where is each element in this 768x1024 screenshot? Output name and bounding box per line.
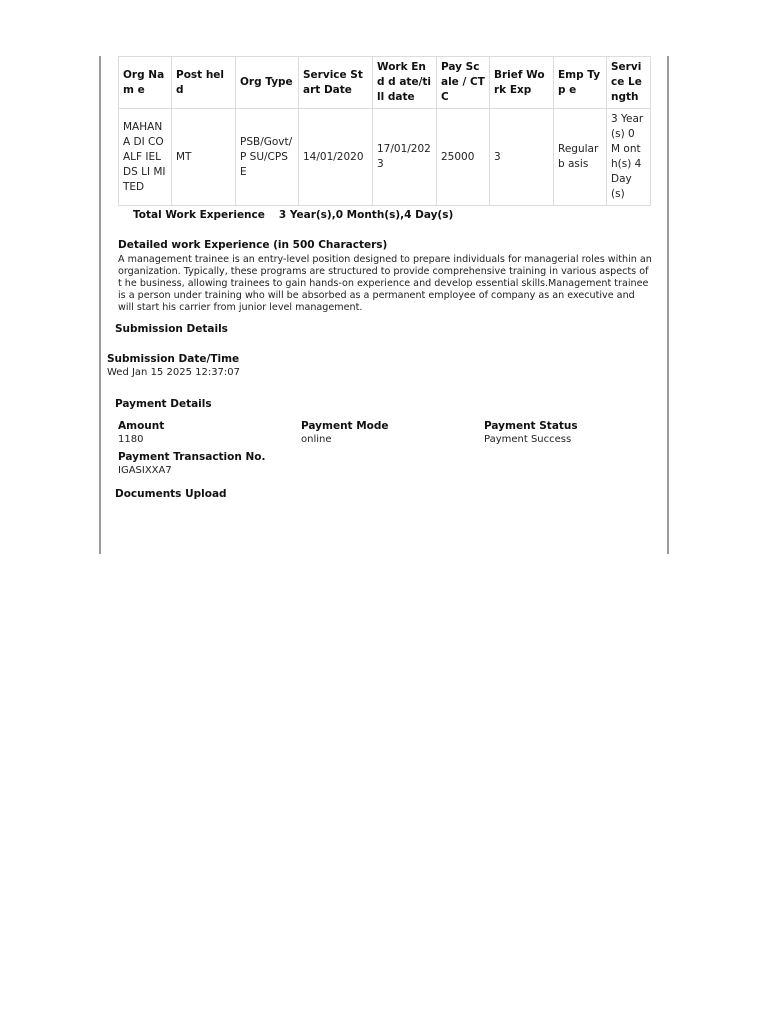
amount-label: Amount [118,420,165,432]
header-work-end-date: Work End d ate/till date [373,57,437,109]
table-row [119,109,651,206]
header-emp-type: Emp Typ e [554,57,607,109]
detailed-experience-text: A management trainee is an entry-level position designed to prepare individuals for managerial roles within an organization. Typically, these programs are structured to provide comprehensive training in various aspects of t he business, allowing trainees to gain hands-on experience and develop essential skills.Management trainee is a person under training who will be absorbed as a permanent employee of company as an executive and will start his carrier from junior level management. [118,254,652,313]
header-brief-work-exp: Brief Work Exp [490,57,554,109]
total-work-experience-label: Total Work Experience [133,209,265,221]
transaction-number-value: IGASIXXA7 [118,465,172,476]
cell-service-length: 3 Year (s) 0 M onth(s) 4 Day (s) [607,109,651,206]
submission-datetime-value: Wed Jan 15 2025 12:37:07 [107,367,241,378]
total-work-experience [133,209,453,221]
table-header-row [119,57,651,109]
payment-mode-value: online [301,434,332,445]
transaction-number-label: Payment Transaction No. [118,451,266,463]
payment-mode-label: Payment Mode [301,420,389,432]
header-org-type: Org Type [236,57,299,109]
cell-emp-type: Regular b asis [554,109,607,206]
payment-status-label: Payment Status [484,420,578,432]
cell-brief-work-exp: 3 [490,109,554,206]
header-service-start-date: Service Start Date [299,57,373,109]
payment-status-value: Payment Success [484,434,572,445]
cell-post-held: MT [172,109,236,206]
header-org-name: Org Nam e [119,57,172,109]
work-experience-table [118,56,651,206]
submission-details-heading: Submission Details [115,323,228,335]
header-post-held: Post held [172,57,236,109]
cell-service-start-date: 14/01/2020 [299,109,373,206]
amount-value: 1180 [118,434,144,445]
header-service-length: Service Length [607,57,651,109]
cell-work-end-date: 17/01/2023 [373,109,437,206]
cell-pay-scale: 25000 [437,109,490,206]
cell-org-name: MAHANA DI COALF IELDS LI MITED [119,109,172,206]
documents-upload-heading: Documents Upload [115,488,227,500]
submission-datetime-label: Submission Date/Time [107,353,240,365]
total-work-experience-value: 3 Year(s),0 Month(s),4 Day(s) [278,209,454,221]
header-pay-scale: Pay Scale / CTC [437,57,490,109]
detailed-experience-title: Detailed work Experience (in 500 Characters) [118,239,388,251]
cell-org-type: PSB/Govt/P SU/CPSE [236,109,299,206]
payment-details-heading: Payment Details [115,398,212,410]
